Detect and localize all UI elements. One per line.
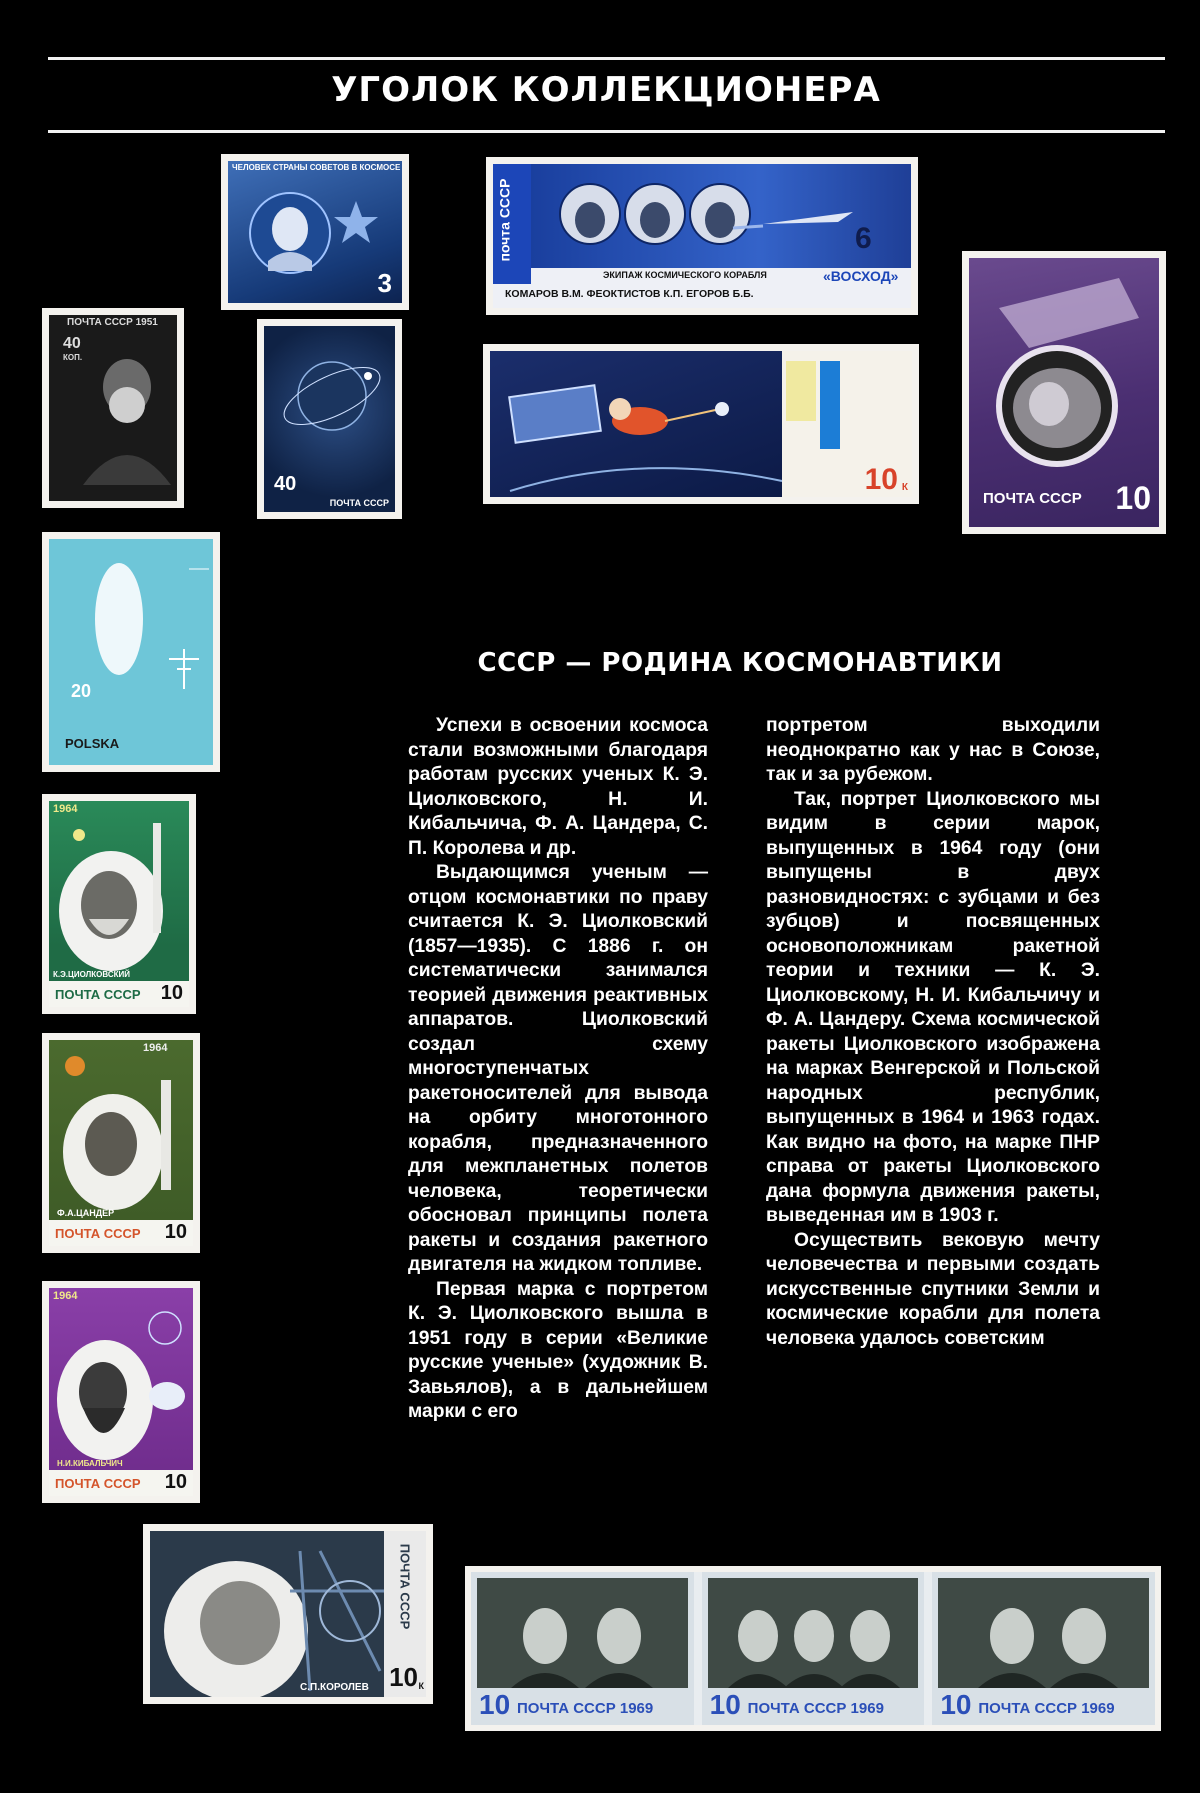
stamp-tsiolkovsky-1964 [42, 794, 196, 1014]
spacewalk-cosmonaut [490, 351, 912, 497]
stamp-tsander [42, 1033, 200, 1253]
strip-1-portraits [471, 1572, 691, 1692]
article-column-left [408, 714, 708, 1425]
stamp-sputnik [257, 319, 402, 519]
strip-1-value: 10 [479, 1689, 511, 1720]
stamp-korolev [143, 1524, 433, 1704]
strip-2-portraits [702, 1572, 922, 1692]
strip-2-value: 10 [709, 1689, 741, 1720]
stamp-spacewalk-value: 10 [864, 463, 898, 496]
article-column-right [766, 714, 1100, 1351]
stamp-voskhod-crew: КОМАРОВ В.М. ФЕОКТИСТОВ К.П. ЕГОРОВ Б.Б. [505, 288, 754, 300]
stamp-sputnik-country: ПОЧТА СССР [329, 498, 389, 508]
stamp-voskhod-value: 6 [855, 222, 872, 255]
stamp-tsiolkovsky-1964-year: 1964 [53, 803, 78, 815]
stamp-tsiolkovsky-1964-name: К.Э.ЦИОЛКОВСКИЙ [53, 970, 130, 979]
stamp-tsiolkovsky-1964-country: ПОЧТА СССР [55, 987, 141, 1002]
stamp-korolev-value: 10 [389, 1662, 418, 1692]
stamp-voskhod-ship: «ВОСХОД» [823, 268, 899, 284]
strip-3-portraits [932, 1572, 1152, 1692]
top-rule [48, 57, 1165, 60]
stamp-voskhod-caption: ЭКИПАЖ КОСМИЧЕСКОГО КОРАБЛЯ [603, 270, 767, 280]
stamp-polska-value: 20 [71, 681, 92, 701]
stamp-kibalchich-year: 1964 [53, 1290, 78, 1302]
stamp-tsander-country: ПОЧТА СССР [55, 1226, 141, 1241]
stamp-gagarin-value: 3 [377, 268, 392, 298]
stamp-gagarin-top: ЧЕЛОВЕК СТРАНЫ СОВЕТОВ В КОСМОСЕ [232, 163, 401, 172]
stamp-kibalchich-country: ПОЧТА СССР [55, 1476, 141, 1491]
title-underline [48, 130, 1165, 133]
stamp-tsiolkovsky-1951 [42, 308, 184, 508]
stamp-kibalchich-name: Н.И.КИБАЛЬЧИЧ [57, 1459, 123, 1468]
section-title: УГОЛОК КОЛЛЕКЦИОНЕРА [331, 70, 881, 110]
strip-2-country: ПОЧТА СССР 1969 [747, 1700, 884, 1717]
stamp-tsander-value: 10 [164, 1221, 187, 1243]
stamp-tsiolkovsky-1964-value: 10 [160, 982, 183, 1004]
stamp-kibalchich [42, 1281, 200, 1503]
stamp-1951-value: 40 [63, 335, 81, 352]
strip-stamp-2 [702, 1572, 925, 1725]
paragraph: Первая марка с портретом К. Э. Циолковского вышла в 1951 году в серии «Великие русские ученые» (художник В. Завьялов), а в дальнейшем марки с его [408, 1278, 708, 1422]
tsiolkovsky-portrait-1951 [49, 315, 177, 501]
paragraph: портретом выходили неоднократно как у нас в Союзе, так и за рубежом. [766, 715, 1100, 785]
tsiolkovsky-rocket-scheme [49, 539, 213, 765]
stamp-1951-unit: КОП. [63, 353, 83, 362]
strip-stamp-1 [471, 1572, 694, 1725]
stamp-soyuz-value: 10 [1115, 480, 1151, 516]
article-title: СССР — РОДИНА КОСМОНАВТИКИ [477, 648, 1003, 678]
stamp-tsander-name: Ф.А.ЦАНДЕР [57, 1208, 115, 1218]
stamp-korolev-name: С.П.КОРОЛЕВ [300, 1682, 369, 1693]
paragraph: Успехи в освоении космоса стали возможными благодаря работам русских ученых К. Э. Циолковского, Н. И. Кибальчича, Ф. А. Цандера, С. П. Королева и др. [408, 715, 708, 859]
strip-3-value: 10 [940, 1689, 972, 1720]
stamp-polska [42, 532, 220, 772]
paragraph: Так, портрет Циолковского мы видим в серии марок, выпущенных в 1964 году (они выпущены в двух разновидностях: с зубцами и без зубцов) и посвященных основоположникам ракетной теории и техники — К. Э. Циолковскому, Н. И. Кибальчичу и Ф. А. Цандеру. Схема космической ракеты Циолковского изображена на марках Венгерской и Польской народных республик, выпущенных в 1964 и 1963 годах. Как видно на фото, на марке ПНР справа от ракеты Циолковского дана формула движения ракеты, выведенная им в 1903 г. [766, 788, 1100, 1226]
stamp-sputnik-value: 40 [274, 473, 297, 495]
paragraph: Осуществить вековую мечту человечества и первыми создать искусственные спутники Земли и космические корабли для полета человека удалось советским [766, 1229, 1100, 1349]
stamp-kibalchich-value: 10 [164, 1471, 187, 1493]
stamp-soyuz [962, 251, 1166, 534]
stamp-spacewalk-unit: К [901, 482, 908, 493]
stamp-tsander-year: 1964 [143, 1042, 168, 1054]
stamp-gagarin [221, 154, 409, 310]
stamp-voskhod [486, 157, 918, 315]
strip-1-country: ПОЧТА СССР 1969 [517, 1700, 654, 1717]
stamp-strip-1969 [465, 1566, 1161, 1731]
stamp-1951-top: ПОЧТА СССР 1951 [67, 317, 158, 328]
gagarin-portrait [228, 161, 402, 303]
paragraph: Выдающимся ученым — отцом космонавтики по праву считается К. Э. Циолковский (1857—1935). С 1886 г. он систематически занимался теорией движения реактивных аппаратов. Циолковский создал схему многоступенчатых ракетоносителей для вывода на орбиту многотонного корабля, предназначенного для межпланетных полетов человека, теоретически обосновал принципы полета ракеты и создания ракетного двигателя на жидком топливе. [408, 862, 708, 1275]
stamp-spacewalk [483, 344, 919, 504]
stamp-soyuz-country: ПОЧТА СССР [983, 490, 1082, 507]
korolev-portrait [150, 1531, 426, 1697]
strip-3-country: ПОЧТА СССР 1969 [978, 1700, 1115, 1717]
stamp-korolev-unit: К [418, 1681, 424, 1691]
strip-stamp-3 [932, 1572, 1155, 1725]
stamp-korolev-country: ПОЧТА СССР [397, 1543, 413, 1630]
voskhod-crew-portraits [493, 164, 911, 284]
stamp-voskhod-country: почта СССР [496, 178, 513, 262]
stamp-polska-country: POLSKA [65, 736, 120, 751]
